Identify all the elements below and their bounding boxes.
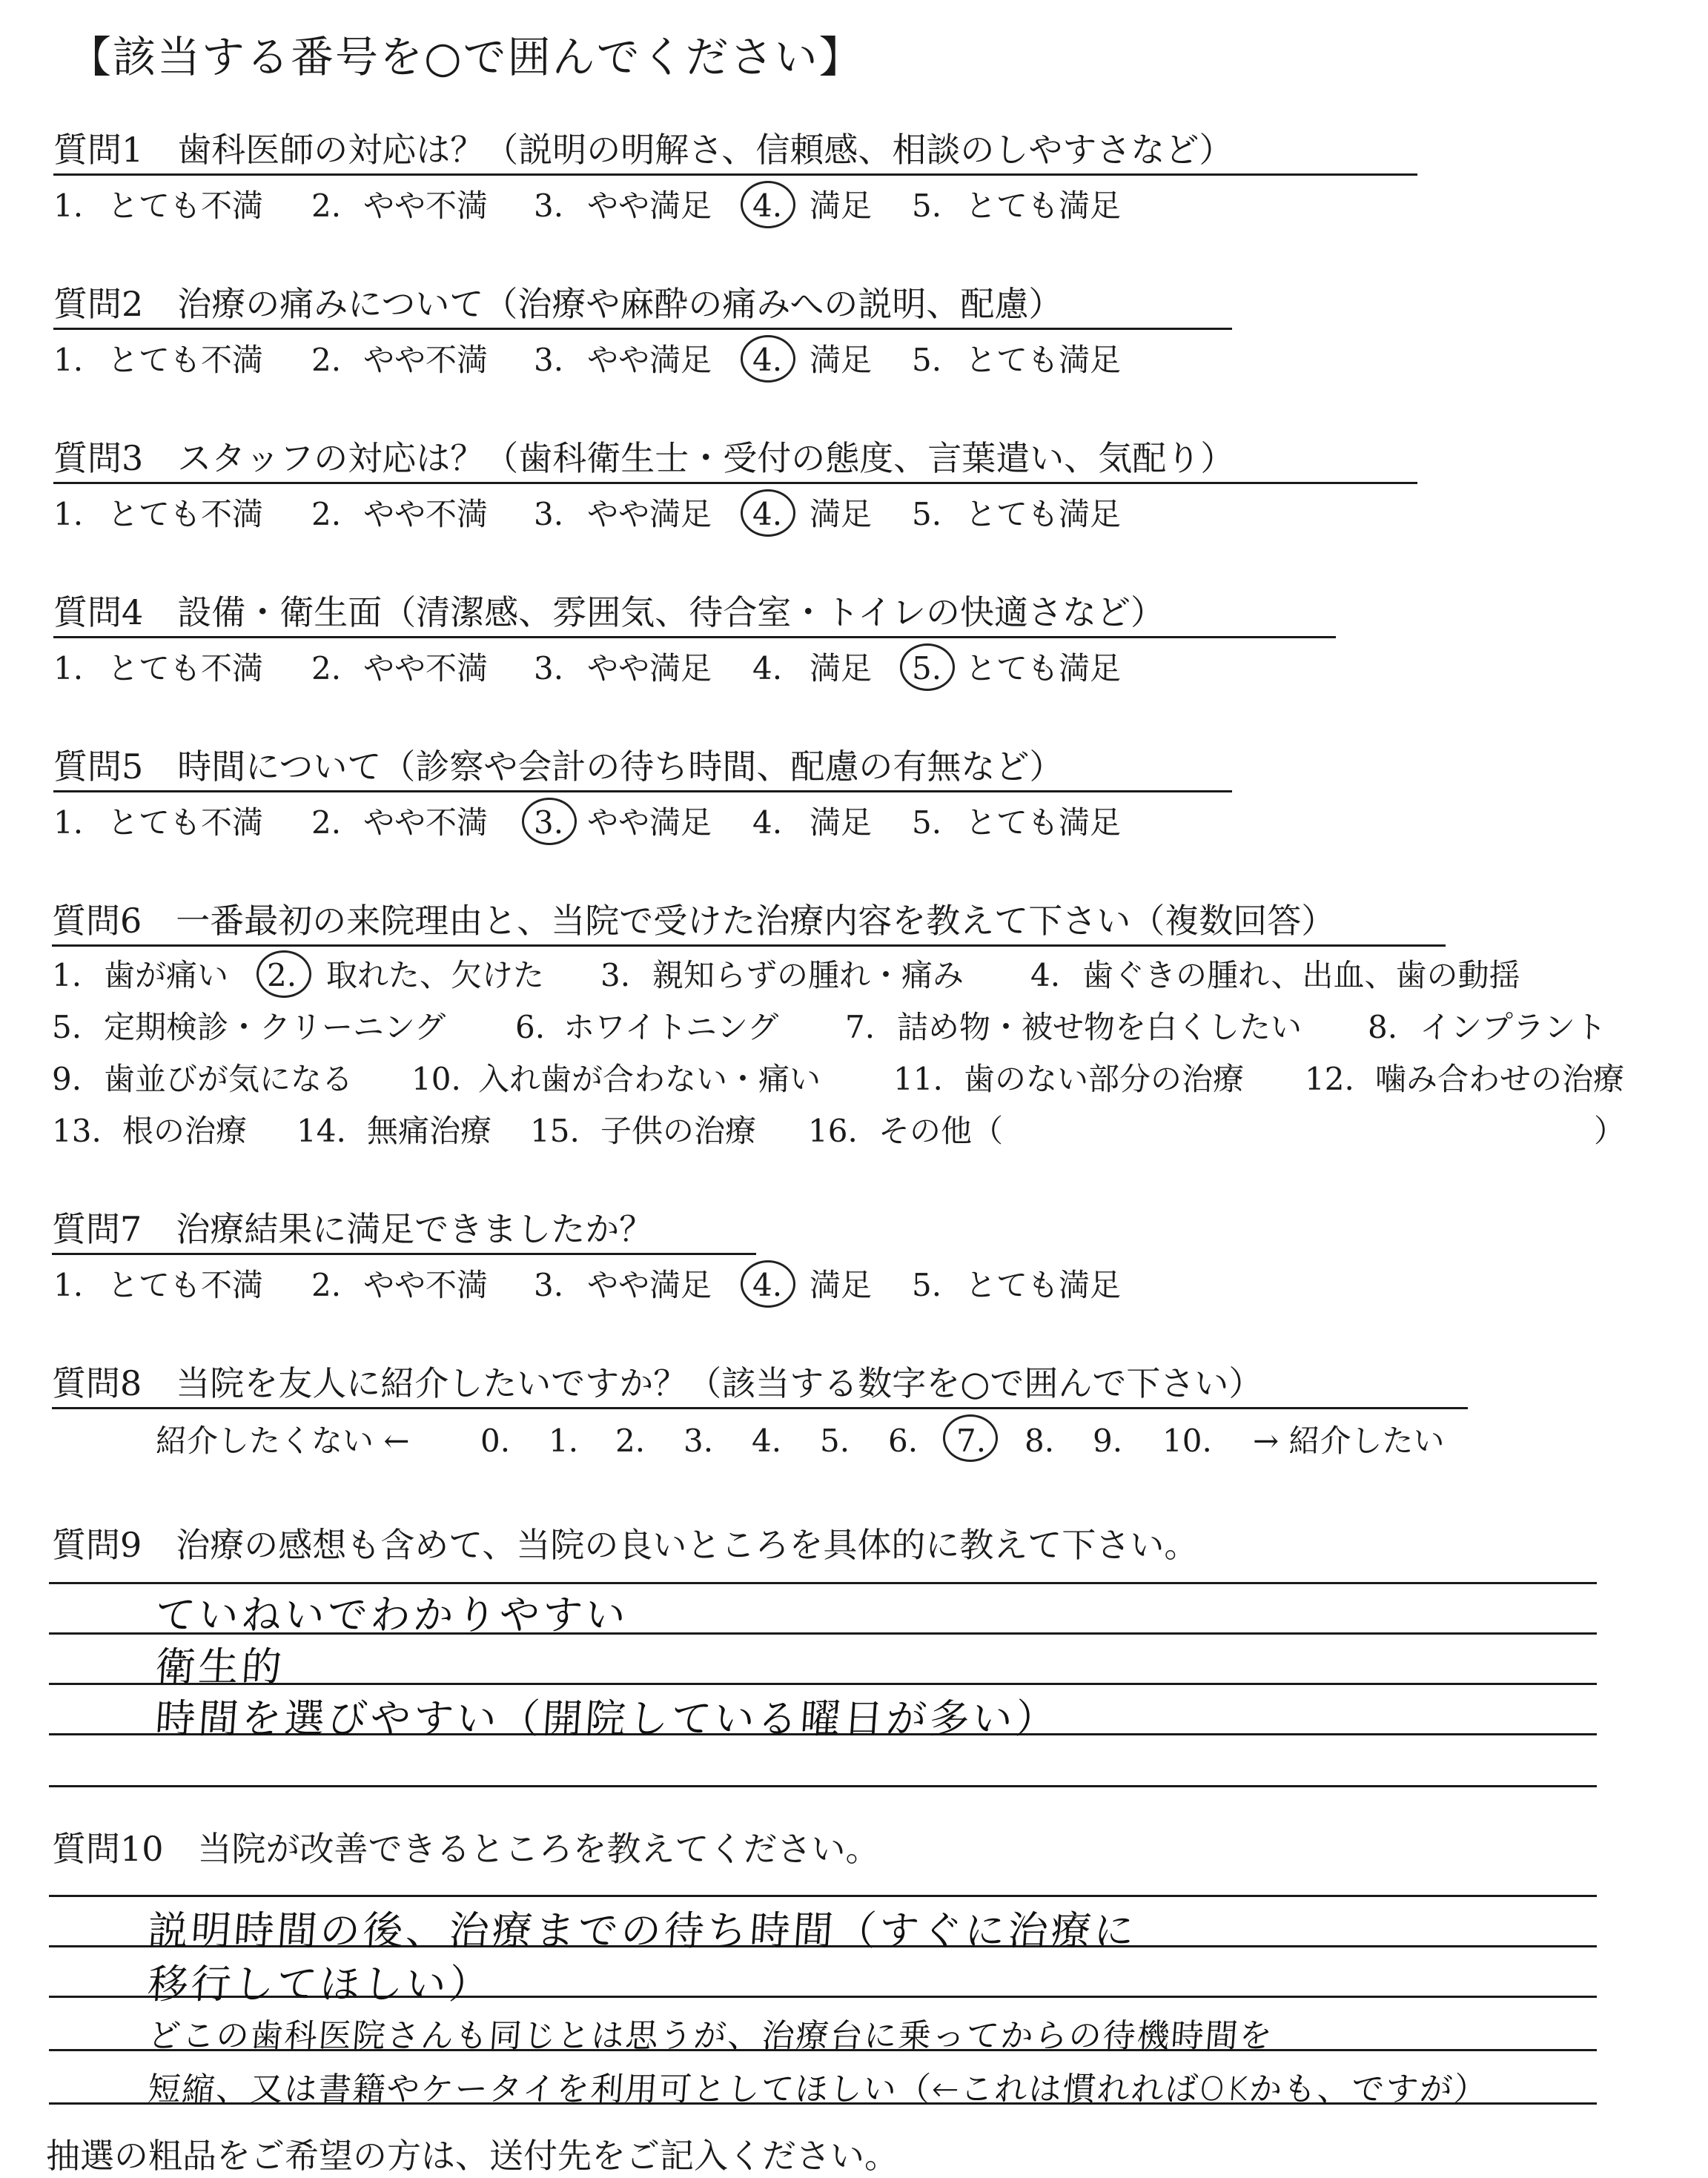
q5-option-label: 満足 bbox=[810, 804, 873, 841]
q3-option-label: やや満足 bbox=[587, 496, 712, 532]
q8-scale-number[interactable]: 3. bbox=[683, 1423, 714, 1459]
q6-option-number[interactable]: 12. bbox=[1305, 1061, 1354, 1097]
q5-option-number[interactable]: 2. bbox=[311, 804, 342, 841]
q2-option-number[interactable]: 3. bbox=[534, 342, 564, 378]
q8-scale-number[interactable]: 10. bbox=[1162, 1423, 1212, 1459]
q6-option-label: その他（ bbox=[878, 1113, 1004, 1149]
q6-option-number[interactable]: 10. bbox=[411, 1061, 461, 1097]
question-10-title: 質問10 当院が改善できるところを教えてください。 bbox=[52, 1829, 880, 1869]
q10-answer-line-4: 短縮、又は書籍やケータイを利用可としてほしい（←これは慣れればOKかも、ですが） bbox=[146, 2071, 1489, 2108]
q6-option-number[interactable]: 3. bbox=[600, 957, 631, 993]
q6-selected-circle bbox=[256, 950, 311, 998]
q4-option-number[interactable]: 1. bbox=[53, 650, 84, 686]
q1-option-label: やや満足 bbox=[587, 188, 712, 224]
q6-option-number[interactable]: 4. bbox=[1030, 957, 1061, 993]
q5-option-number[interactable]: 5. bbox=[912, 804, 942, 841]
q3-option-number[interactable]: 5. bbox=[912, 496, 942, 532]
question-7-title: 質問7 治療結果に満足できましたか？ bbox=[52, 1209, 654, 1249]
q8-scale-number[interactable]: 1. bbox=[549, 1423, 579, 1459]
q3-selected-circle bbox=[741, 489, 795, 537]
q1-selected-circle bbox=[741, 181, 795, 228]
q6-option-label: 歯並びが気になる bbox=[104, 1061, 354, 1097]
question-8-underline bbox=[52, 1407, 1468, 1409]
q7-option-number[interactable]: 2. bbox=[311, 1267, 342, 1303]
q6-option-number[interactable]: 15. bbox=[530, 1113, 580, 1149]
q2-option-label: とても不満 bbox=[107, 342, 264, 378]
q4-option-number[interactable]: 4. bbox=[752, 650, 783, 686]
q5-selected-circle bbox=[522, 798, 577, 845]
q2-option-label: とても満足 bbox=[965, 342, 1122, 378]
q1-option-label: 満足 bbox=[810, 188, 873, 224]
q8-scale-number[interactable]: 0. bbox=[480, 1423, 511, 1459]
footer-instruction: 抽選の粗品をご希望の方は、送付先をご記入ください。 bbox=[46, 2136, 898, 2176]
question-1-underline bbox=[53, 173, 1417, 176]
q6-option-label: 根の治療 bbox=[122, 1113, 248, 1149]
q3-option-number[interactable]: 3. bbox=[534, 496, 564, 532]
q8-right-label: → 紹介したい bbox=[1253, 1423, 1445, 1459]
q1-option-number[interactable]: 1. bbox=[53, 188, 84, 224]
q7-option-number[interactable]: 4. bbox=[752, 1267, 783, 1303]
question-5-title: 質問5 時間について（診察や会計の待ち時間、配慮の有無など） bbox=[53, 747, 1064, 787]
q3-option-label: 満足 bbox=[810, 496, 873, 532]
question-3-title: 質問3 スタッフの対応は？（歯科衛生士・受付の態度、言葉遣い、気配り） bbox=[53, 438, 1235, 478]
q7-option-label: やや満足 bbox=[587, 1267, 712, 1303]
q6-option-number[interactable]: 2. bbox=[267, 957, 297, 993]
q4-option-number[interactable]: 5. bbox=[912, 650, 942, 686]
q2-option-number[interactable]: 1. bbox=[53, 342, 84, 378]
q7-option-label: とても満足 bbox=[965, 1267, 1122, 1303]
q5-option-label: やや不満 bbox=[363, 804, 489, 841]
q2-selected-circle bbox=[741, 335, 795, 383]
question-3-underline bbox=[53, 482, 1417, 484]
question-6-underline bbox=[52, 944, 1446, 947]
q7-option-label: やや不満 bbox=[363, 1267, 489, 1303]
q4-option-label: 満足 bbox=[810, 650, 873, 686]
question-1-title: 質問1 歯科医師の対応は？（説明の明解さ、信頼感、相談のしやすさなど） bbox=[53, 130, 1234, 170]
q10-answer-line-3: どこの歯科医院さんも同じとは思うが、治療台に乗ってからの待機時間を bbox=[146, 2017, 1275, 2055]
q1-option-label: やや不満 bbox=[363, 188, 489, 224]
q4-option-label: やや満足 bbox=[587, 650, 712, 686]
q6-option-label: 親知らずの腫れ・痛み bbox=[652, 957, 964, 993]
q6-option-label: 歯が痛い bbox=[104, 957, 229, 993]
q6-option-label: 子供の治療 bbox=[600, 1113, 757, 1149]
q2-option-number[interactable]: 4. bbox=[752, 342, 783, 378]
q6-option-number[interactable]: 9. bbox=[52, 1061, 82, 1097]
q6-option-label: 歯ぐきの腫れ、出血、歯の動揺 bbox=[1082, 957, 1520, 993]
question-7-underline bbox=[52, 1253, 756, 1255]
q6-option-number[interactable]: 5. bbox=[52, 1009, 82, 1045]
q5-option-number[interactable]: 4. bbox=[752, 804, 783, 841]
q4-option-label: やや不満 bbox=[363, 650, 489, 686]
q6-option-number[interactable]: 8. bbox=[1368, 1009, 1398, 1045]
q3-option-number[interactable]: 2. bbox=[311, 496, 342, 532]
q5-option-number[interactable]: 3. bbox=[534, 804, 564, 841]
q9-answer-line-2: 衛生的 bbox=[153, 1644, 286, 1690]
q10-rule bbox=[49, 1895, 1597, 1897]
q3-option-label: とても不満 bbox=[107, 496, 264, 532]
q1-option-number[interactable]: 5. bbox=[912, 188, 942, 224]
q6-option-number[interactable]: 14. bbox=[297, 1113, 346, 1149]
question-4-underline bbox=[53, 636, 1336, 638]
q6-option-number[interactable]: 7. bbox=[845, 1009, 875, 1045]
q4-selected-circle bbox=[900, 643, 955, 691]
q6-option-number[interactable]: 16. bbox=[808, 1113, 858, 1149]
question-4-title: 質問4 設備・衛生面（清潔感、雰囲気、待合室・トイレの快適さなど） bbox=[53, 592, 1165, 632]
q1-option-number[interactable]: 4. bbox=[752, 188, 783, 224]
q5-option-label: とても満足 bbox=[965, 804, 1122, 841]
q6-option-label: 無痛治療 bbox=[367, 1113, 492, 1149]
q6-option-label: ホワイトニング bbox=[563, 1009, 779, 1045]
q6-option-label: インプラント bbox=[1420, 1009, 1607, 1045]
question-6-title: 質問6 一番最初の来院理由と、当院で受けた治療内容を教えて下さい（複数回答） bbox=[52, 901, 1336, 941]
q7-option-number[interactable]: 5. bbox=[912, 1267, 942, 1303]
q3-option-number[interactable]: 1. bbox=[53, 496, 84, 532]
q9-answer-line-3: 時間を選びやすい（開院している曜日が多い） bbox=[153, 1695, 1060, 1742]
q3-option-number[interactable]: 4. bbox=[752, 496, 783, 532]
page-heading: 【該当する番号を○で囲んでください】 bbox=[68, 32, 864, 82]
q6-option-number[interactable]: 6. bbox=[515, 1009, 546, 1045]
q2-option-label: やや不満 bbox=[363, 342, 489, 378]
question-2-title: 質問2 治療の痛みについて（治療や麻酔の痛みへの説明、配慮） bbox=[53, 284, 1063, 324]
q6-other-close-paren: ） bbox=[1594, 1113, 1626, 1149]
q1-option-number[interactable]: 2. bbox=[311, 188, 342, 224]
q7-option-number[interactable]: 1. bbox=[53, 1267, 84, 1303]
q1-option-label: とても不満 bbox=[107, 188, 264, 224]
q4-option-label: とても不満 bbox=[107, 650, 264, 686]
q7-option-label: とても不満 bbox=[107, 1267, 264, 1303]
q2-option-label: 満足 bbox=[810, 342, 873, 378]
q8-scale-number[interactable]: 4. bbox=[752, 1423, 782, 1459]
q2-option-label: やや満足 bbox=[587, 342, 712, 378]
q2-option-number[interactable]: 2. bbox=[311, 342, 342, 378]
q10-answer-line-2: 移行してほしい） bbox=[146, 1961, 494, 2007]
q6-option-label: 歯のない部分の治療 bbox=[964, 1061, 1245, 1097]
q8-scale-number[interactable]: 5. bbox=[820, 1423, 850, 1459]
q6-option-number[interactable]: 1. bbox=[52, 957, 82, 993]
q7-option-number[interactable]: 3. bbox=[534, 1267, 564, 1303]
q7-option-label: 満足 bbox=[810, 1267, 873, 1303]
q6-option-label: 噛み合わせの治療 bbox=[1375, 1061, 1625, 1097]
q1-option-number[interactable]: 3. bbox=[534, 188, 564, 224]
q6-option-number[interactable]: 11. bbox=[893, 1061, 943, 1097]
q6-option-label: 入れ歯が合わない・痛い bbox=[478, 1061, 821, 1097]
q4-option-label: とても満足 bbox=[965, 650, 1122, 686]
question-5-underline bbox=[53, 790, 1232, 792]
q8-scale-number[interactable]: 9. bbox=[1093, 1423, 1123, 1459]
question-2-underline bbox=[53, 328, 1232, 330]
q6-option-number[interactable]: 13. bbox=[52, 1113, 102, 1149]
q8-selected-circle bbox=[943, 1414, 998, 1462]
q5-option-label: やや満足 bbox=[587, 804, 712, 841]
q9-answer-line-1: ていねいでわかりやすい bbox=[153, 1592, 630, 1638]
q3-option-label: やや不満 bbox=[363, 496, 489, 532]
question-8-title: 質問8 当院を友人に紹介したいですか？（該当する数字を○で囲んで下さい） bbox=[52, 1363, 1263, 1403]
q6-option-label: 定期検診・クリーニング bbox=[104, 1009, 446, 1045]
q5-option-number[interactable]: 1. bbox=[53, 804, 84, 841]
q3-option-label: とても満足 bbox=[965, 496, 1122, 532]
q7-selected-circle bbox=[741, 1260, 795, 1308]
q8-scale-number[interactable]: 6. bbox=[888, 1423, 918, 1459]
q4-option-number[interactable]: 3. bbox=[534, 650, 564, 686]
q2-option-number[interactable]: 5. bbox=[912, 342, 942, 378]
q9-rule bbox=[49, 1785, 1597, 1787]
q8-scale-number[interactable]: 7. bbox=[956, 1423, 987, 1459]
q5-option-label: とても不満 bbox=[107, 804, 264, 841]
q6-option-label: 詰め物・被せ物を白くしたい bbox=[897, 1009, 1302, 1045]
q8-scale-number[interactable]: 2. bbox=[615, 1423, 646, 1459]
q8-scale-number[interactable]: 8. bbox=[1025, 1423, 1055, 1459]
q1-option-label: とても満足 bbox=[965, 188, 1122, 224]
q8-left-label: 紹介したくない ← bbox=[156, 1423, 410, 1459]
q6-option-label: 取れた、欠けた bbox=[326, 957, 545, 993]
q4-option-number[interactable]: 2. bbox=[311, 650, 342, 686]
q10-answer-line-1: 説明時間の後、治療までの待ち時間（すぐに治療に bbox=[146, 1907, 1139, 1954]
question-9-title: 質問9 治療の感想も含めて、当院の良いところを具体的に教えて下さい。 bbox=[52, 1525, 1199, 1565]
